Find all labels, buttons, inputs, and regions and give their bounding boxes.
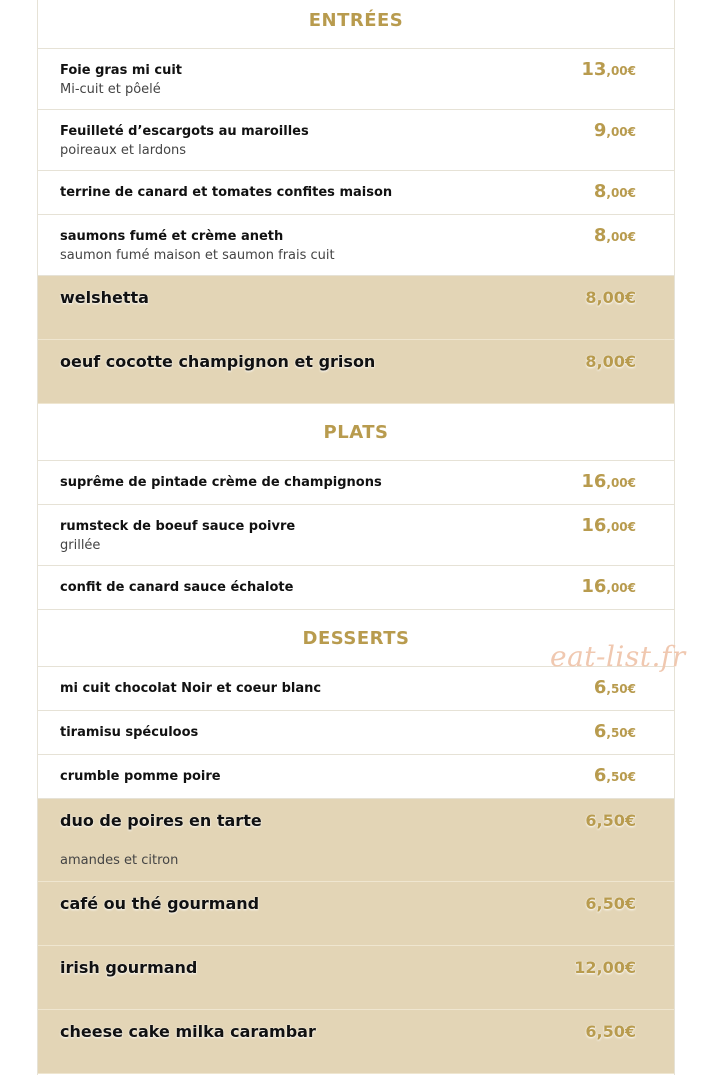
item-price: 8,00€	[593, 225, 636, 246]
item-name: irish gourmand	[60, 958, 198, 977]
item-price: 8,00€	[593, 181, 636, 202]
item-price: 6,50€	[593, 765, 636, 786]
item-description: Mi-cuit et pôelé	[60, 82, 161, 97]
watermark: eat-list.fr	[550, 640, 686, 673]
item-price: 6,50€	[585, 811, 636, 830]
menu-item-foie-gras	[38, 49, 674, 110]
menu-item-duo-poires	[38, 799, 674, 882]
item-price: 16,00€	[581, 471, 636, 492]
item-price: 8,00€	[585, 288, 636, 307]
item-description: grillée	[60, 538, 101, 553]
item-name: welshetta	[60, 288, 149, 307]
menu-item-supreme-pintade	[38, 461, 674, 505]
item-description: saumon fumé maison et saumon frais cuit	[60, 248, 335, 263]
item-price: 9,00€	[593, 120, 636, 141]
menu-item-confit-canard	[38, 566, 674, 610]
menu-item-irish-gourmand	[38, 946, 674, 1010]
item-price: 13,00€	[581, 59, 636, 80]
item-price: 12,00€	[574, 958, 636, 977]
item-name: suprême de pintade crème de champignons	[60, 475, 382, 490]
section-title-entrees: ENTRÉES	[38, 0, 674, 49]
item-price: 16,00€	[581, 576, 636, 597]
menu-item-oeuf-cocotte	[38, 340, 674, 404]
item-description: poireaux et lardons	[60, 143, 187, 158]
item-name: cheese cake milka carambar	[60, 1022, 316, 1041]
menu-item-terrine-canard	[38, 171, 674, 215]
item-price: 16,00€	[581, 515, 636, 536]
menu-item-crumble	[38, 755, 674, 799]
menu-item-feuillete-escargots	[38, 110, 674, 171]
menu-item-welshetta	[38, 276, 674, 340]
item-name: terrine de canard et tomates confites maison	[60, 185, 393, 200]
item-description: amandes et citron	[60, 853, 179, 868]
item-name: crumble pomme poire	[60, 769, 221, 784]
menu-item-cheese-cake	[38, 1010, 674, 1074]
menu-item-mi-cuit-chocolat	[38, 667, 674, 711]
item-name: rumsteck de boeuf sauce poivre	[60, 519, 296, 534]
section-title-plats: PLATS	[38, 404, 674, 461]
item-name: mi cuit chocolat Noir et coeur blanc	[60, 681, 322, 696]
item-name: Feuilleté d’escargots au maroilles	[60, 124, 309, 139]
item-name: duo de poires en tarte	[60, 811, 262, 830]
menu-item-tiramisu	[38, 711, 674, 755]
item-price: 6,50€	[593, 677, 636, 698]
item-name: Foie gras mi cuit	[60, 63, 182, 78]
section-title-desserts: DESSERTS	[38, 610, 674, 667]
menu-item-rumsteck	[38, 505, 674, 566]
item-name: café ou thé gourmand	[60, 894, 260, 913]
item-price: 6,50€	[585, 894, 636, 913]
menu-card	[37, 0, 675, 1075]
item-price: 6,50€	[585, 1022, 636, 1041]
item-name: saumons fumé et crème aneth	[60, 229, 284, 244]
item-price: 8,00€	[585, 352, 636, 371]
item-name: confit de canard sauce échalote	[60, 580, 294, 595]
menu-item-saumons-fume	[38, 215, 674, 276]
menu-item-cafe-gourmand	[38, 882, 674, 946]
item-name: oeuf cocotte champignon et grison	[60, 352, 376, 371]
item-name: tiramisu spéculoos	[60, 725, 199, 740]
item-price: 6,50€	[593, 721, 636, 742]
